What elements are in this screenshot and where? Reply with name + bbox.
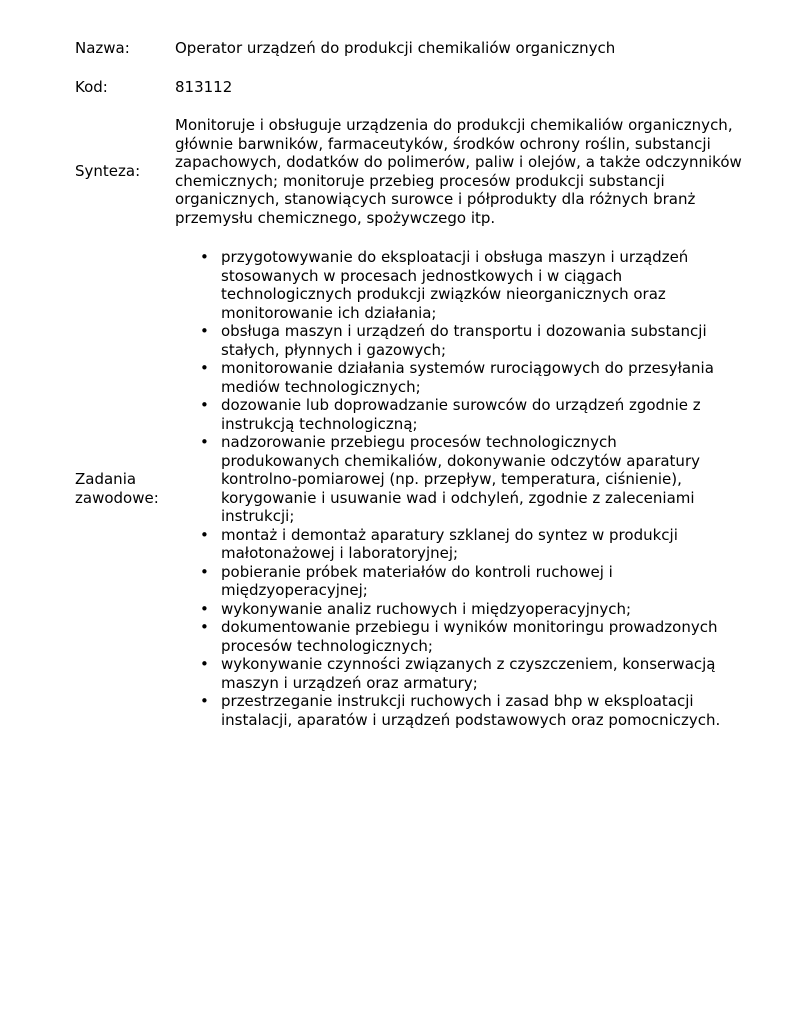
bullet-icon: • <box>200 433 209 451</box>
list-item <box>200 655 740 692</box>
zadania-label <box>75 470 175 507</box>
task-text: wykonywanie analiz ruchowych i międzyoperacyjnych; <box>221 599 632 618</box>
zadania-row <box>75 248 765 729</box>
name-label: Nazwa: <box>75 38 130 57</box>
zadania-list-container <box>175 248 765 729</box>
bullet-icon: • <box>200 562 209 581</box>
task-text: dokumentowanie przebiegu i wyników monitoringu prowadzonych procesów technologicznych; <box>221 618 718 655</box>
task-text: monitorowanie działania systemów rurociągowych do przesyłania mediów technologicznych; <box>221 359 714 396</box>
bullet-icon: • <box>200 655 209 673</box>
code-row <box>75 77 765 97</box>
task-text: wykonywanie czynności związanych z czyszczeniem, konserwacją maszyn i urządzeń oraz armatury; <box>221 655 716 692</box>
task-text: montaż i demontaż aparatury szklanej do syntez w produkcji małotonażowej i laboratoryjnej; <box>221 525 678 562</box>
name-value: Operator urządzeń do produkcji chemikaliów organicznych <box>175 38 616 57</box>
list-item <box>200 322 740 359</box>
bullet-icon: • <box>200 396 209 414</box>
bullet-icon: • <box>200 248 209 266</box>
task-text: nadzorowanie przebiegu procesów technologicznych produkowanych chemikaliów, dokonywanie odczytów aparatury kontrolno-pomiarowej (np. przepływ, temperatura, ciśnienie), korygowanie i usuwanie wad i odchyleń, zgodnie z zaleceniami instrukcji; <box>221 433 700 525</box>
name-row <box>75 38 765 58</box>
bullet-icon: • <box>200 525 209 544</box>
list-item <box>200 396 740 433</box>
list-item <box>200 600 740 619</box>
task-text: pobieranie próbek materiałów do kontroli ruchowej i międzyoperacyjnej; <box>221 562 613 599</box>
synteza-row <box>75 116 765 227</box>
bullet-icon: • <box>200 599 209 618</box>
zadania-label-line1: Zadania <box>75 470 137 488</box>
task-text: obsługa maszyn i urządzeń do transportu i dozowania substancji stałych, płynnych i gazowych; <box>221 322 707 359</box>
list-item <box>200 526 740 563</box>
synteza-label: Synteza: <box>75 162 141 181</box>
list-item <box>200 433 740 526</box>
task-text: dozowanie lub doprowadzanie surowców do urządzeń zgodnie z instrukcją technologiczną; <box>221 396 701 433</box>
occupation-sheet <box>75 38 765 729</box>
list-item <box>200 692 740 729</box>
task-text: przestrzeganie instrukcji ruchowych i zasad bhp w eksploatacji instalacji, aparatów i urządzeń podstawowych oraz pomocniczych. <box>221 692 721 729</box>
bullet-icon: • <box>200 322 209 340</box>
synteza-text: Monitoruje i obsługuje urządzenia do produkcji chemikaliów organicznych, głównie barwników, farmaceutyków, środków ochrony roślin, substancji zapachowych, dodatków do polimerów, paliw i olejów, a także odczynników chemicznych; monitoruje przebieg procesów produkcji substancji organicznych, stanowiących surowce i półprodukty dla różnych branż przemysłu chemicznego, spożywczego itp. <box>175 116 742 227</box>
bullet-icon: • <box>200 359 209 377</box>
list-item <box>200 248 740 322</box>
list-item <box>200 359 740 396</box>
bullet-icon: • <box>200 618 209 636</box>
zadania-label-line2: zawodowe: <box>75 488 159 507</box>
task-list <box>175 248 740 729</box>
bullet-icon: • <box>200 692 209 710</box>
list-item <box>200 618 740 655</box>
code-value: 813112 <box>175 77 233 96</box>
list-item <box>200 563 740 600</box>
task-text: przygotowywanie do eksploatacji i obsługa maszyn i urządzeń stosowanych w procesach jednostkowych i w ciągach technologicznych produkcji związków nieorganicznych oraz monitorowanie ich działania; <box>221 248 689 322</box>
code-label: Kod: <box>75 77 108 96</box>
